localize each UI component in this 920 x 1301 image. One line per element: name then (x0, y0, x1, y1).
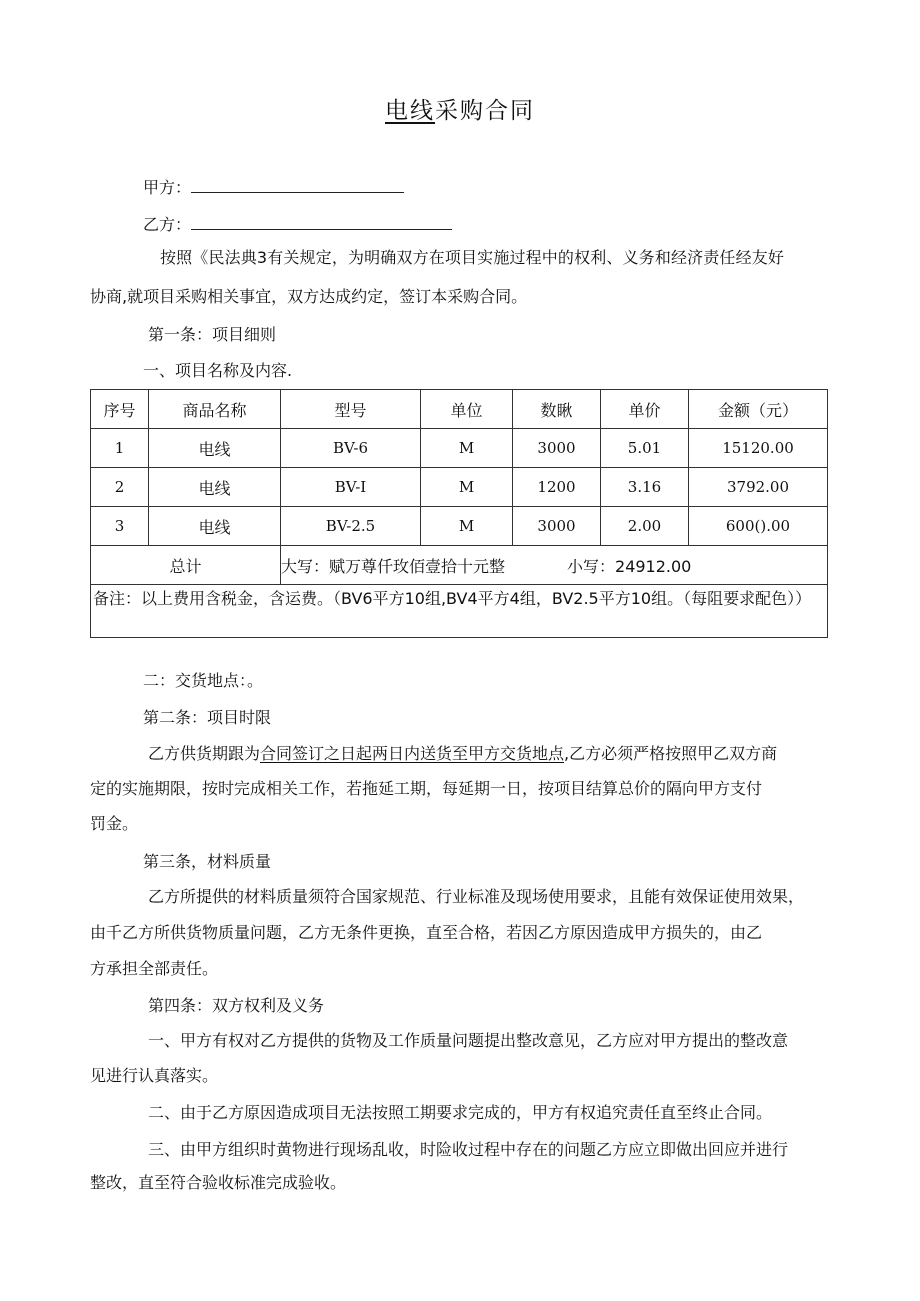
intro-line-1: 按照《民法典3有关规定，为明确双方在项目实施过程中的权利、义务和经济责任经友好 (160, 248, 785, 267)
cell-quantity: 1200 (513, 468, 601, 507)
cell-quantity: 3000 (513, 429, 601, 468)
article-4-heading: 第四条：双方权利及义务 (148, 996, 325, 1015)
table-total-row (91, 546, 828, 585)
cell-unit: M (421, 468, 513, 507)
items-table (90, 389, 828, 638)
article-2-line-1-pre: 乙方供货期跟为 (148, 744, 261, 763)
table-row (91, 468, 828, 507)
table-row (91, 429, 828, 468)
party-a-line (143, 175, 404, 198)
cell-unit: M (421, 507, 513, 546)
total-label: 总计 (91, 546, 281, 585)
article-2-line-3: 罚金。 (90, 814, 139, 833)
article-2-line-2: 定的实施期限，按时完成相关工作，若拖延工期，每延期一日，按项目结算总价的隔向甲方支付 (90, 779, 763, 798)
party-b-label: 乙方： (143, 215, 192, 234)
party-b-line (143, 212, 452, 235)
cell-index: 1 (91, 429, 149, 468)
cell-amount: 3792.00 (689, 468, 828, 507)
intro-line-2: 协商,就项目采购相关事宜，双方达成约定，签订本采购合同。 (90, 287, 528, 306)
document-title (0, 92, 920, 125)
table-note-row (91, 585, 828, 638)
table-row (91, 507, 828, 546)
article-1-heading: 第一条：项目细则 (148, 325, 277, 344)
cell-product: 电线 (149, 468, 281, 507)
cell-product: 电线 (149, 429, 281, 468)
article-4-item-3-line-2: 整改，直至符合验收标准完成验收。 (90, 1173, 347, 1192)
article-4-item-1-line-2: 见进行认真落实。 (90, 1066, 219, 1085)
article-4-item-2: 二、由于乙方原因造成项目无法按照工期要求完成的，甲方有权追究责任直至终止合同。 (148, 1103, 773, 1122)
cell-model: BV-2.5 (281, 507, 421, 546)
party-a-label: 甲方： (143, 178, 192, 197)
cell-unit-price: 3.16 (601, 468, 689, 507)
table-note: 备注：以上费用含税金，含运费。（BV6平方10组,BV4平方4组，BV2.5平方10组。（每阻要求配色）） (91, 585, 828, 638)
delivery-term: 合同签订之日起两日内送货至甲方交货地点 (260, 744, 565, 763)
cell-unit-price: 2.00 (601, 507, 689, 546)
cell-product: 电线 (149, 507, 281, 546)
header-cell: 商品名称 (149, 390, 281, 429)
article-1-subheading: 一、项目名称及内容. (143, 361, 293, 380)
cell-amount: 600().00 (689, 507, 828, 546)
article-4-item-3-line-1: 三、由甲方组织时黄物进行现场乱收，时险收过程中存在的问题乙方应立即做出回应并进行 (148, 1140, 789, 1159)
cell-model: BV-6 (281, 429, 421, 468)
header-cell: 金额（元） (689, 390, 828, 429)
header-cell: 单价 (601, 390, 689, 429)
header-cell: 序号 (91, 390, 149, 429)
header-cell: 单位 (421, 390, 513, 429)
total-amount-cell (281, 546, 828, 585)
cell-amount: 15120.00 (689, 429, 828, 468)
cell-unit-price: 5.01 (601, 429, 689, 468)
title-rest: 采购合同 (435, 98, 535, 124)
party-a-blank[interactable] (191, 178, 404, 193)
cell-index: 2 (91, 468, 149, 507)
article-3-heading: 第三条，材料质量 (143, 852, 272, 871)
article-2-heading: 第二条：项目时限 (143, 708, 272, 727)
table-header-row (91, 390, 828, 429)
header-cell: 数瞅 (513, 390, 601, 429)
article-2-line-1 (148, 741, 777, 764)
cell-model: BV-I (281, 468, 421, 507)
article-2-line-1-post: ,乙方必须严格按照甲乙双方商 (564, 744, 778, 763)
article-3-line-2: 由千乙方所供货物质量问题，乙方无条件更换，直至合格，若因乙方原因造成甲方损失的，由乙 (90, 923, 763, 942)
cell-index: 3 (91, 507, 149, 546)
party-b-blank[interactable] (191, 215, 452, 230)
total-lower: 小写：24912.00 (567, 556, 692, 576)
article-4-item-1-line-1: 一、甲方有权对乙方提供的货物及工作质量问题提出整改意见，乙方应对甲方提出的整改意 (148, 1031, 789, 1050)
header-cell: 型号 (281, 390, 421, 429)
cell-quantity: 3000 (513, 507, 601, 546)
title-underlined: 电线 (385, 98, 435, 124)
total-upper: 大写：赋万尊仟玫佰壹拾十元整 (281, 556, 506, 576)
cell-unit: M (421, 429, 513, 468)
article-3-line-1: 乙方所提供的材料质量须符合国家规范、行业标准及现场使用要求，且能有效保证使用效果， (148, 887, 805, 906)
article-3-line-3: 方承担全部责任。 (90, 959, 219, 978)
delivery-location: 二：交货地点：。 (143, 671, 264, 690)
